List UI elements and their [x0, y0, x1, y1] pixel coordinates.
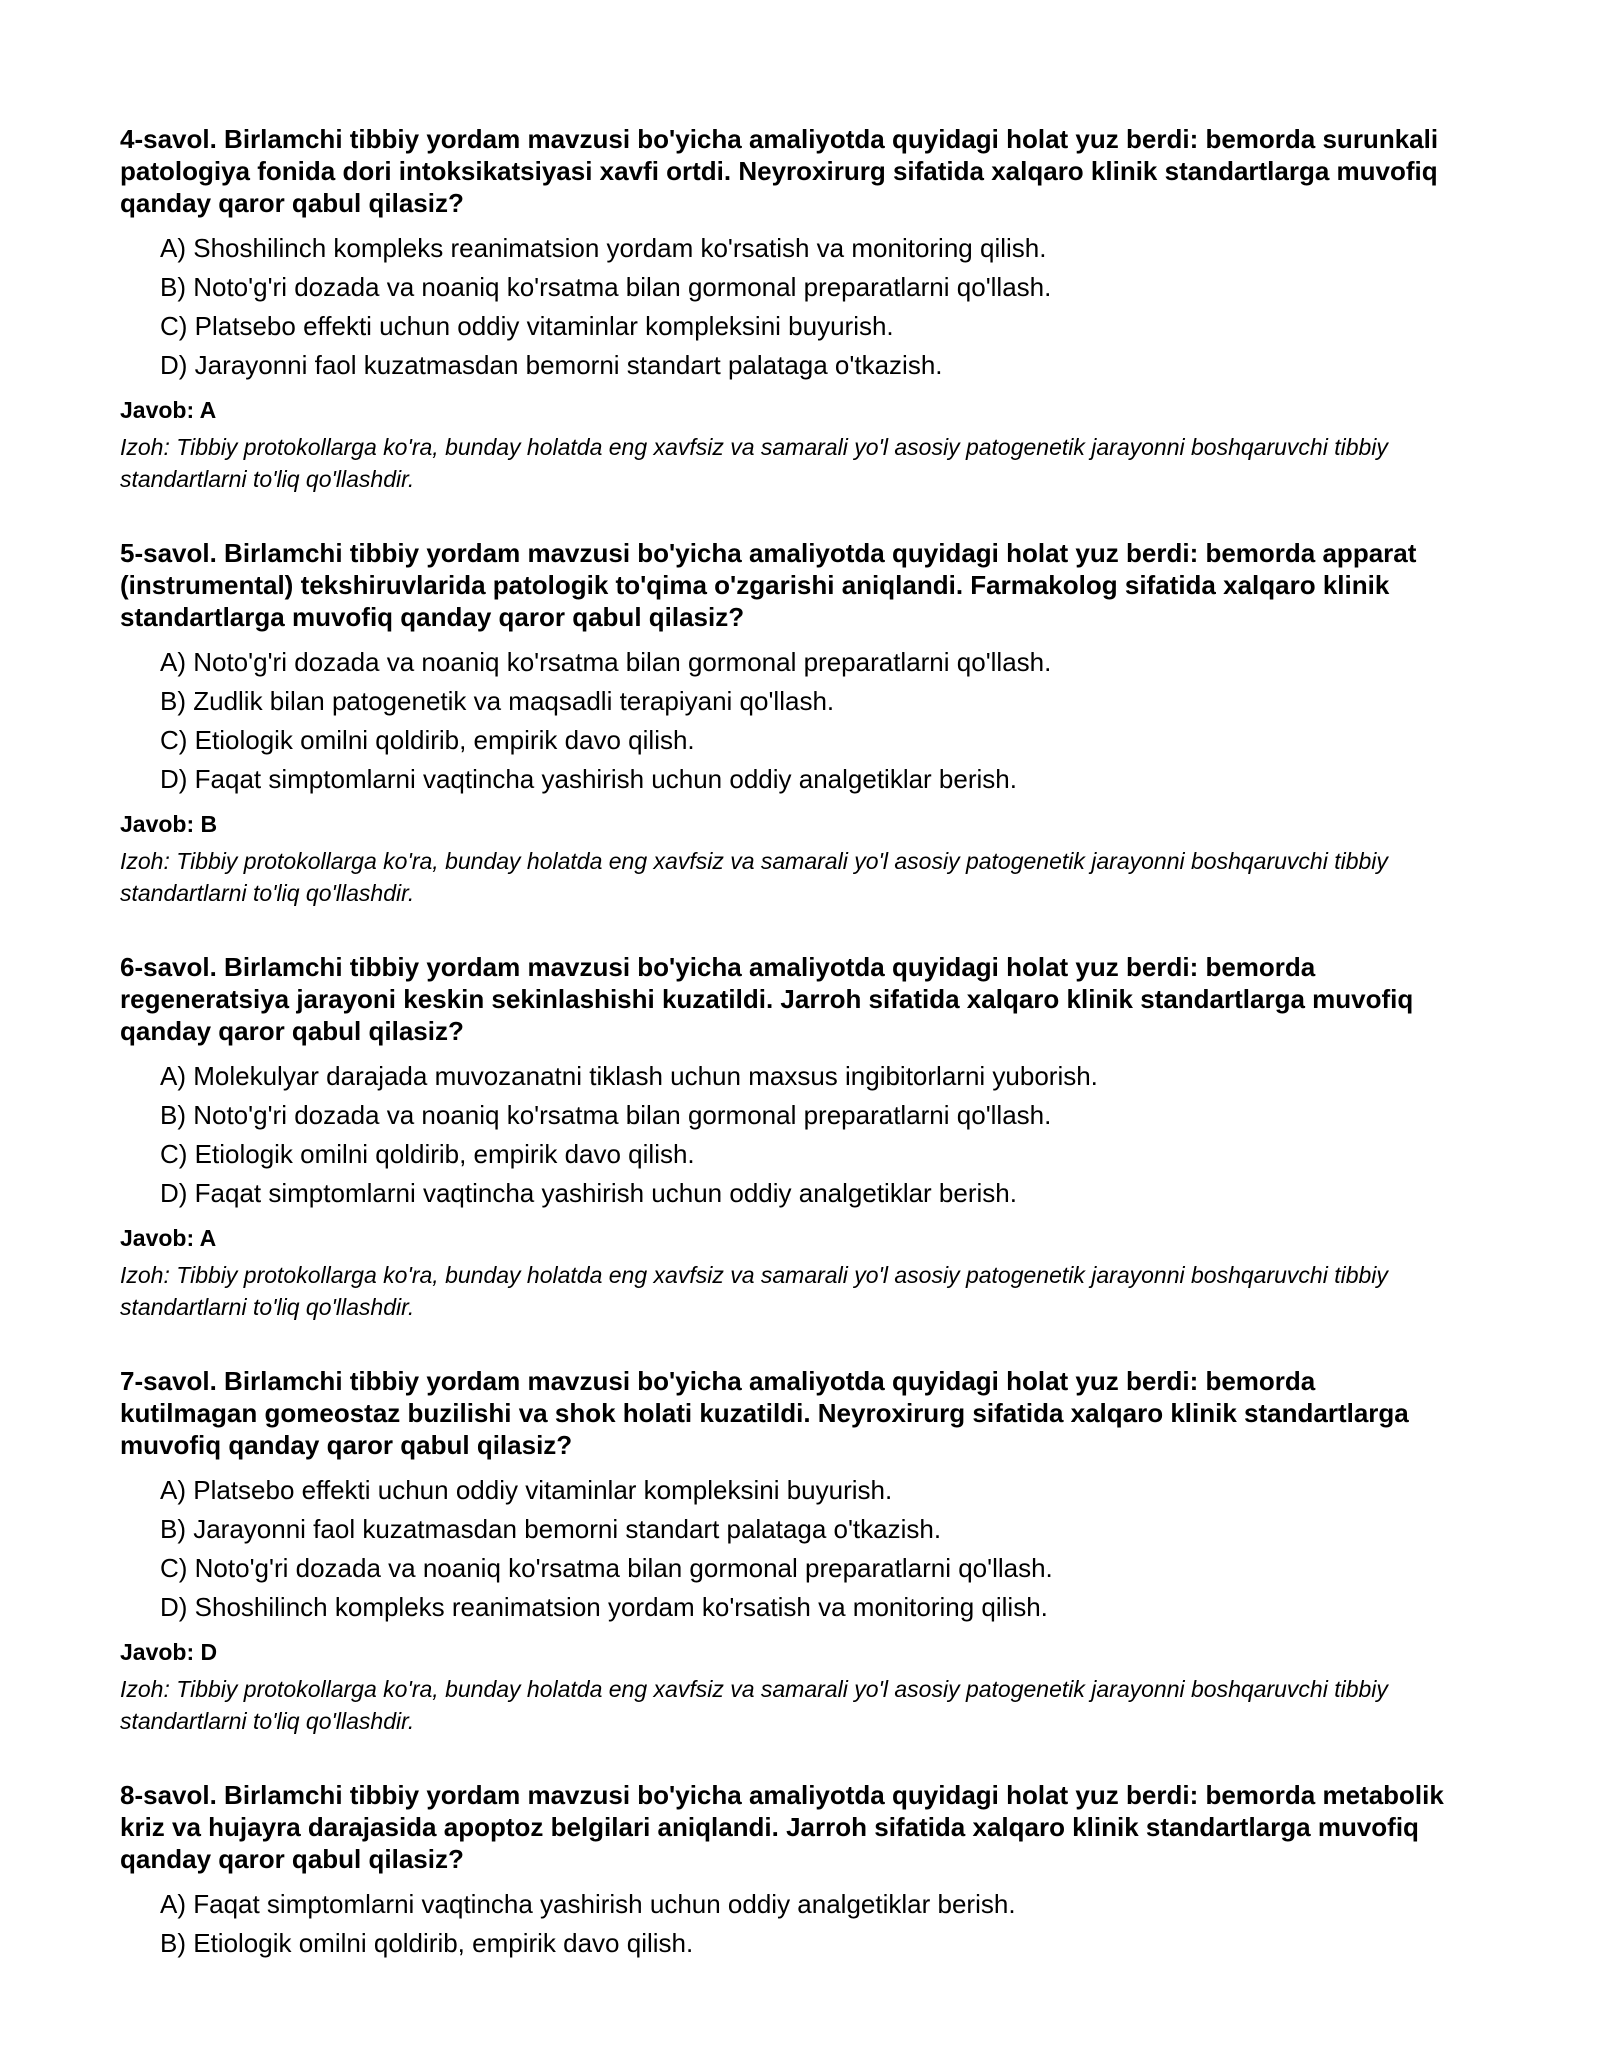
- option-b: B) Zudlik bilan patogenetik va maqsadli terapiyani qo'llash.: [160, 686, 835, 716]
- answer-options: [160, 1057, 1450, 1213]
- question-5: [120, 537, 1450, 909]
- question-8: [120, 1779, 1450, 1963]
- answer-key: Javob: A: [120, 1225, 217, 1251]
- answer-options: [160, 1471, 1450, 1627]
- explanation-note: Izoh: Tibbiy protokollarga ko'ra, bunday holatda eng xavfsiz va samarali yo'l asosiy patogenetik jarayonni boshqaruvchi tibbiy standartlarni to'liq qo'llashdir.: [120, 848, 1388, 906]
- answer-key: Javob: A: [120, 397, 217, 423]
- question-7: [120, 1365, 1450, 1737]
- option-d: D) Faqat simptomlarni vaqtincha yashirish uchun oddiy analgetiklar berish.: [160, 764, 1017, 794]
- option-b: B) Jarayonni faol kuzatmasdan bemorni standart palataga o'tkazish.: [160, 1514, 942, 1544]
- option-c: C) Noto'g'ri dozada va noaniq ko'rsatma bilan gormonal preparatlarni qo'llash.: [160, 1553, 1053, 1583]
- answer-options: [160, 643, 1450, 799]
- question-text: 7-savol. Birlamchi tibbiy yordam mavzusi bo'yicha amaliyotda quyidagi holat yuz berdi: bemorda kutilmagan gomeostaz buzilishi va shok holati kuzatildi. Neyroxirurg sifatida xalqaro klinik standartlarga muvofiq qanday qaror qabul qilasiz?: [120, 1366, 1409, 1460]
- explanation-note: Izoh: Tibbiy protokollarga ko'ra, bunday holatda eng xavfsiz va samarali yo'l asosiy patogenetik jarayonni boshqaruvchi tibbiy standartlarni to'liq qo'llashdir.: [120, 1262, 1388, 1320]
- question-text: 4-savol. Birlamchi tibbiy yordam mavzusi bo'yicha amaliyotda quyidagi holat yuz berdi: bemorda surunkali patologiya fonida dori intoksikatsiyasi xavfi ortdi. Neyroxirurg sifatida xalqaro klinik standartlarga muvofiq qanday qaror qabul qilasiz?: [120, 124, 1439, 218]
- option-b: B) Noto'g'ri dozada va noaniq ko'rsatma bilan gormonal preparatlarni qo'llash.: [160, 272, 1052, 302]
- answer-options: [160, 229, 1450, 385]
- option-a: A) Platsebo effekti uchun oddiy vitaminlar kompleksini buyurish.: [160, 1475, 893, 1505]
- explanation-note: Izoh: Tibbiy protokollarga ko'ra, bunday holatda eng xavfsiz va samarali yo'l asosiy patogenetik jarayonni boshqaruvchi tibbiy standartlarni to'liq qo'llashdir.: [120, 434, 1388, 492]
- answer-options: [160, 1885, 1450, 1963]
- explanation-note: Izoh: Tibbiy protokollarga ko'ra, bunday holatda eng xavfsiz va samarali yo'l asosiy patogenetik jarayonni boshqaruvchi tibbiy standartlarni to'liq qo'llashdir.: [120, 1676, 1388, 1734]
- answer-key: Javob: B: [120, 811, 218, 837]
- option-c: C) Etiologik omilni qoldirib, empirik davo qilish.: [160, 725, 695, 755]
- option-a: A) Faqat simptomlarni vaqtincha yashirish uchun oddiy analgetiklar berish.: [160, 1889, 1016, 1919]
- answer-key: Javob: D: [120, 1639, 218, 1665]
- option-d: D) Jarayonni faol kuzatmasdan bemorni standart palataga o'tkazish.: [160, 350, 943, 380]
- option-d: D) Shoshilinch kompleks reanimatsion yordam ko'rsatish va monitoring qilish.: [160, 1592, 1048, 1622]
- question-text: 5-savol. Birlamchi tibbiy yordam mavzusi bo'yicha amaliyotda quyidagi holat yuz berdi: bemorda apparat (instrumental) tekshiruvlarida patologik to'qima o'zgarishi aniqlandi. Farmakolog sifatida xalqaro klinik standartlarga muvofiq qanday qaror qabul qilasiz?: [120, 538, 1417, 632]
- question-6: [120, 951, 1450, 1323]
- option-c: C) Etiologik omilni qoldirib, empirik davo qilish.: [160, 1139, 695, 1169]
- option-c: C) Platsebo effekti uchun oddiy vitaminlar kompleksini buyurish.: [160, 311, 894, 341]
- option-a: A) Noto'g'ri dozada va noaniq ko'rsatma bilan gormonal preparatlarni qo'llash.: [160, 647, 1052, 677]
- option-d: D) Faqat simptomlarni vaqtincha yashirish uchun oddiy analgetiklar berish.: [160, 1178, 1017, 1208]
- question-4: [120, 123, 1450, 495]
- option-b: B) Etiologik omilni qoldirib, empirik davo qilish.: [160, 1928, 694, 1958]
- option-a: A) Shoshilinch kompleks reanimatsion yordam ko'rsatish va monitoring qilish.: [160, 233, 1047, 263]
- question-text: 6-savol. Birlamchi tibbiy yordam mavzusi bo'yicha amaliyotda quyidagi holat yuz berdi: bemorda regeneratsiya jarayoni keskin sekinlashishi kuzatildi. Jarroh sifatida xalqaro klinik standartlarga muvofiq qanday qaror qabul qilasiz?: [120, 952, 1414, 1046]
- question-text: 8-savol. Birlamchi tibbiy yordam mavzusi bo'yicha amaliyotda quyidagi holat yuz berdi: bemorda metabolik kriz va hujayra darajasida apoptoz belgilari aniqlandi. Jarroh sifatida xalqaro klinik standartlarga muvofiq qanday qaror qabul qilasiz?: [120, 1780, 1444, 1874]
- option-b: B) Noto'g'ri dozada va noaniq ko'rsatma bilan gormonal preparatlarni qo'llash.: [160, 1100, 1052, 1130]
- option-a: A) Molekulyar darajada muvozanatni tiklash uchun maxsus ingibitorlarni yuborish.: [160, 1061, 1098, 1091]
